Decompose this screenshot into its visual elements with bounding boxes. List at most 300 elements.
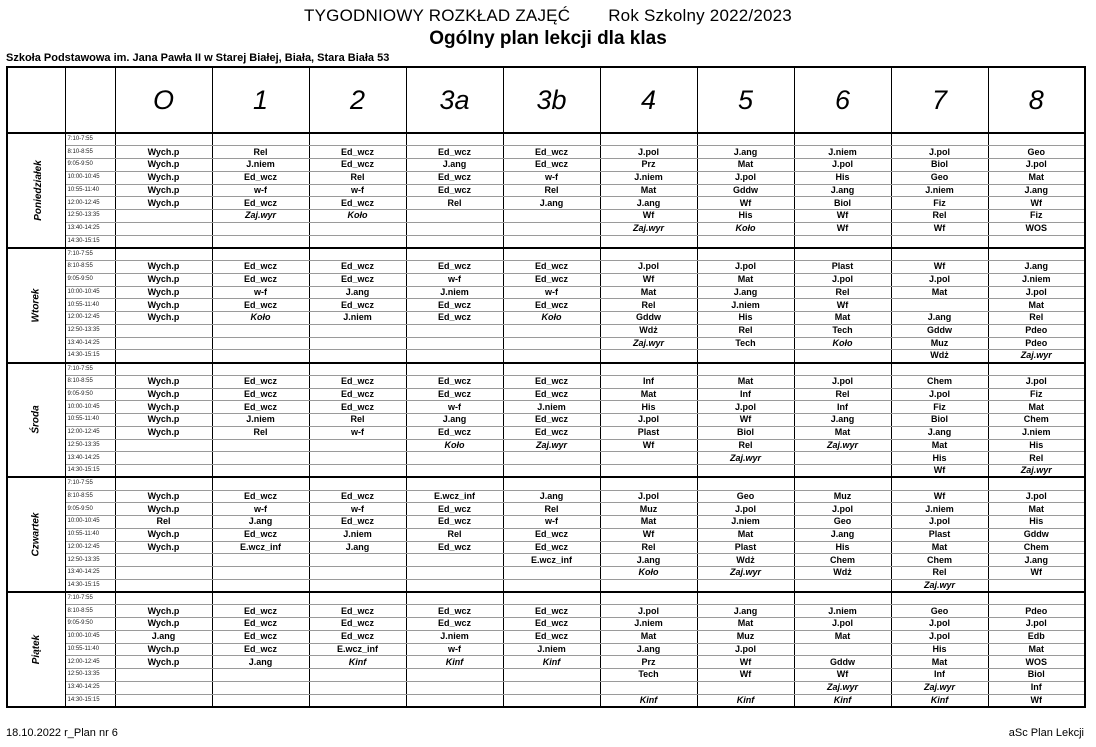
lesson-cell: J.pol <box>794 375 891 388</box>
lesson-cell: Mat <box>891 286 988 299</box>
class-header: 2 <box>309 67 406 133</box>
lesson-cell: Wych.p <box>115 605 212 618</box>
lesson-cell: Wf <box>794 299 891 312</box>
lesson-cell: Ed_wcz <box>503 541 600 554</box>
lesson-cell <box>309 567 406 580</box>
day-name: Czwartek <box>30 512 42 557</box>
lesson-row <box>7 669 1085 682</box>
class-header: 3a <box>406 67 503 133</box>
lesson-cell: J.pol <box>988 490 1085 503</box>
lesson-cell: Wf <box>891 465 988 478</box>
lesson-row <box>7 286 1085 299</box>
lesson-row <box>7 477 1085 490</box>
lesson-cell: J.pol <box>891 516 988 529</box>
lesson-cell: Ed_wcz <box>309 516 406 529</box>
lesson-cell: Ed_wcz <box>309 605 406 618</box>
lesson-cell: J.pol <box>988 286 1085 299</box>
lesson-cell: Gddw <box>794 656 891 669</box>
lesson-cell <box>600 579 697 592</box>
document-title <box>0 6 1096 26</box>
lesson-cell: Koło <box>600 567 697 580</box>
lesson-cell: J.pol <box>600 261 697 274</box>
lesson-cell: w-f <box>406 401 503 414</box>
lesson-cell: Wych.p <box>115 159 212 172</box>
lesson-cell: E.wcz_inf <box>212 541 309 554</box>
lesson-cell: J.ang <box>600 643 697 656</box>
lesson-cell <box>503 363 600 376</box>
lesson-cell: Biol <box>891 159 988 172</box>
lesson-cell <box>988 579 1085 592</box>
lesson-cell: WOS <box>988 222 1085 235</box>
lesson-cell: Zaj.wyr <box>794 439 891 452</box>
lesson-cell: Gddw <box>988 528 1085 541</box>
lesson-cell <box>406 567 503 580</box>
lesson-cell: Ed_wcz <box>503 618 600 631</box>
lesson-time: 12:00-12:45 <box>65 426 115 439</box>
lesson-cell <box>212 681 309 694</box>
lesson-cell: Rel <box>891 567 988 580</box>
class-header: 1 <box>212 67 309 133</box>
lesson-cell: Ed_wcz <box>406 375 503 388</box>
lesson-cell <box>406 579 503 592</box>
lesson-cell: Ed_wcz <box>406 299 503 312</box>
lesson-cell: J.niem <box>503 401 600 414</box>
lesson-cell: Mat <box>794 312 891 325</box>
lesson-cell: Ed_wcz <box>309 618 406 631</box>
lesson-cell: Ed_wcz <box>503 146 600 159</box>
lesson-time: 13:40-14:25 <box>65 452 115 465</box>
lesson-cell <box>794 235 891 248</box>
lesson-time: 12:50-13:35 <box>65 669 115 682</box>
lesson-cell: Ed_wcz <box>503 605 600 618</box>
lesson-row <box>7 630 1085 643</box>
lesson-cell: J.ang <box>697 286 794 299</box>
lesson-cell: Pdeo <box>988 324 1085 337</box>
lesson-cell: Kinf <box>406 656 503 669</box>
lesson-cell: J.pol <box>794 159 891 172</box>
lesson-cell: J.ang <box>988 261 1085 274</box>
lesson-cell: Ed_wcz <box>503 261 600 274</box>
lesson-cell <box>406 337 503 350</box>
lesson-cell <box>503 210 600 223</box>
lesson-cell <box>503 248 600 261</box>
lesson-cell: w-f <box>309 503 406 516</box>
lesson-cell <box>309 248 406 261</box>
lesson-cell: His <box>891 643 988 656</box>
lesson-cell: Geo <box>697 490 794 503</box>
lesson-cell: Kinf <box>600 694 697 707</box>
lesson-cell <box>115 363 212 376</box>
lesson-cell <box>503 452 600 465</box>
lesson-cell: Mat <box>891 656 988 669</box>
lesson-cell: Wf <box>988 567 1085 580</box>
lesson-cell <box>309 465 406 478</box>
lesson-cell: J.pol <box>988 375 1085 388</box>
lesson-cell: Rel <box>988 312 1085 325</box>
lesson-cell: Chem <box>891 375 988 388</box>
lesson-cell <box>406 681 503 694</box>
lesson-cell <box>115 439 212 452</box>
lesson-cell: Ed_wcz <box>212 273 309 286</box>
lesson-cell <box>115 248 212 261</box>
lesson-cell <box>891 133 988 146</box>
lesson-row <box>7 248 1085 261</box>
lesson-cell <box>891 477 988 490</box>
lesson-cell: Inf <box>697 388 794 401</box>
lesson-cell: Ed_wcz <box>503 426 600 439</box>
lesson-cell <box>212 337 309 350</box>
lesson-cell <box>212 324 309 337</box>
lesson-cell <box>794 363 891 376</box>
lesson-row <box>7 592 1085 605</box>
lesson-time: 14:30-15:15 <box>65 465 115 478</box>
school-name: Szkoła Podstawowa im. Jana Pawła II w Starej Białej, Biała, Stara Biała 53 <box>6 52 390 64</box>
lesson-cell: J.ang <box>697 605 794 618</box>
lesson-row <box>7 210 1085 223</box>
lesson-cell <box>503 350 600 363</box>
lesson-cell <box>600 465 697 478</box>
lesson-cell: Zaj.wyr <box>697 452 794 465</box>
lesson-time: 7:10-7:55 <box>65 363 115 376</box>
lesson-cell: Zaj.wyr <box>988 350 1085 363</box>
lesson-cell: Wf <box>988 694 1085 707</box>
lesson-cell: Rel <box>212 426 309 439</box>
lesson-cell: J.niem <box>891 503 988 516</box>
lesson-row <box>7 541 1085 554</box>
lesson-time: 7:10-7:55 <box>65 592 115 605</box>
lesson-cell: Biol <box>794 197 891 210</box>
lesson-cell <box>406 452 503 465</box>
lesson-cell: His <box>988 439 1085 452</box>
day-label <box>7 363 65 478</box>
lesson-cell: Rel <box>309 414 406 427</box>
lesson-time: 13:40-14:25 <box>65 222 115 235</box>
lesson-cell: Fiz <box>891 197 988 210</box>
lesson-cell: Geo <box>988 146 1085 159</box>
lesson-cell: Mat <box>794 426 891 439</box>
lesson-cell: J.pol <box>697 643 794 656</box>
lesson-cell <box>212 235 309 248</box>
lesson-cell: J.pol <box>891 388 988 401</box>
lesson-cell: Ed_wcz <box>212 197 309 210</box>
lesson-cell: Wych.p <box>115 261 212 274</box>
lesson-cell: Wych.p <box>115 490 212 503</box>
lesson-cell: Mat <box>600 516 697 529</box>
lesson-cell <box>697 681 794 694</box>
lesson-time: 9:05-9:50 <box>65 159 115 172</box>
lesson-cell: Muz <box>600 503 697 516</box>
lesson-cell <box>212 222 309 235</box>
lesson-cell: Ed_wcz <box>503 159 600 172</box>
lesson-cell: Gddw <box>600 312 697 325</box>
lesson-row <box>7 426 1085 439</box>
lesson-cell <box>503 592 600 605</box>
lesson-cell <box>891 235 988 248</box>
lesson-cell: Koło <box>406 439 503 452</box>
lesson-cell: Tech <box>697 337 794 350</box>
lesson-cell <box>503 681 600 694</box>
lesson-cell: Wych.p <box>115 643 212 656</box>
lesson-cell: Rel <box>600 541 697 554</box>
lesson-cell: Edb <box>988 630 1085 643</box>
lesson-cell: Koło <box>697 222 794 235</box>
lesson-cell <box>794 643 891 656</box>
lesson-cell: Gddw <box>891 324 988 337</box>
lesson-cell: Chem <box>891 554 988 567</box>
lesson-row <box>7 439 1085 452</box>
lesson-cell: Wf <box>697 669 794 682</box>
lesson-cell <box>115 337 212 350</box>
lesson-time: 8:10-8:55 <box>65 605 115 618</box>
lesson-cell: Chem <box>794 554 891 567</box>
lesson-cell: Wf <box>891 490 988 503</box>
lesson-cell: His <box>891 452 988 465</box>
lesson-time: 10:00-10:45 <box>65 630 115 643</box>
lesson-cell <box>115 567 212 580</box>
lesson-row <box>7 299 1085 312</box>
lesson-cell: Mat <box>697 159 794 172</box>
lesson-cell: Ed_wcz <box>309 273 406 286</box>
lesson-cell: J.pol <box>697 171 794 184</box>
lesson-row <box>7 222 1085 235</box>
lesson-cell: Wych.p <box>115 618 212 631</box>
lesson-cell: Mat <box>697 618 794 631</box>
class-header: 3b <box>503 67 600 133</box>
lesson-cell: Ed_wcz <box>309 159 406 172</box>
lesson-cell <box>115 694 212 707</box>
lesson-row <box>7 567 1085 580</box>
lesson-cell: Ed_wcz <box>309 299 406 312</box>
lesson-cell: J.niem <box>600 618 697 631</box>
lesson-cell: Koło <box>212 312 309 325</box>
lesson-cell <box>406 133 503 146</box>
lesson-cell: Prz <box>600 159 697 172</box>
lesson-cell <box>988 363 1085 376</box>
lesson-cell: Wych.p <box>115 299 212 312</box>
lesson-time: 8:10-8:55 <box>65 490 115 503</box>
lesson-cell: E.wcz_inf <box>406 490 503 503</box>
lesson-cell <box>309 579 406 592</box>
lesson-cell <box>309 222 406 235</box>
lesson-cell: Inf <box>600 375 697 388</box>
lesson-cell <box>212 350 309 363</box>
lesson-row <box>7 159 1085 172</box>
lesson-row <box>7 643 1085 656</box>
lesson-cell: Rel <box>794 286 891 299</box>
lesson-cell: Zaj.wyr <box>891 579 988 592</box>
lesson-cell <box>406 324 503 337</box>
lesson-cell: Wf <box>600 439 697 452</box>
lesson-cell <box>406 235 503 248</box>
lesson-row <box>7 618 1085 631</box>
lesson-time: 9:05-9:50 <box>65 503 115 516</box>
class-header: O <box>115 67 212 133</box>
lesson-cell: Mat <box>988 401 1085 414</box>
lesson-cell: Rel <box>115 516 212 529</box>
lesson-cell: Mat <box>600 286 697 299</box>
lesson-cell: w-f <box>309 426 406 439</box>
lesson-cell: Plast <box>794 261 891 274</box>
lesson-cell: Wf <box>697 414 794 427</box>
lesson-cell: Rel <box>794 388 891 401</box>
lesson-cell: Wych.p <box>115 528 212 541</box>
lesson-cell: J.ang <box>212 656 309 669</box>
lesson-cell: Pdeo <box>988 337 1085 350</box>
day-name: Wtorek <box>30 288 42 323</box>
lesson-cell: Wych.p <box>115 503 212 516</box>
lesson-cell: Kinf <box>891 694 988 707</box>
lesson-cell: Wdż <box>891 350 988 363</box>
lesson-cell: J.ang <box>988 184 1085 197</box>
lesson-cell <box>212 567 309 580</box>
lesson-row <box>7 324 1085 337</box>
lesson-cell: Biol <box>988 669 1085 682</box>
day-label <box>7 592 65 707</box>
lesson-time: 10:00-10:45 <box>65 401 115 414</box>
lesson-cell: Mat <box>697 375 794 388</box>
lesson-cell: Ed_wcz <box>212 643 309 656</box>
lesson-cell: J.pol <box>891 146 988 159</box>
lesson-cell: Wych.p <box>115 414 212 427</box>
lesson-row <box>7 401 1085 414</box>
lesson-cell: Rel <box>891 210 988 223</box>
lesson-cell: Ed_wcz <box>503 388 600 401</box>
lesson-cell: Ed_wcz <box>212 630 309 643</box>
lesson-cell: Geo <box>891 605 988 618</box>
lesson-cell: Wf <box>697 197 794 210</box>
day-label <box>7 477 65 592</box>
day-label <box>7 248 65 363</box>
lesson-cell: Kinf <box>794 694 891 707</box>
lesson-cell: Mat <box>697 528 794 541</box>
lesson-cell <box>115 350 212 363</box>
lesson-cell: Prz <box>600 656 697 669</box>
lesson-cell: Mat <box>891 439 988 452</box>
lesson-cell: Wf <box>988 197 1085 210</box>
lesson-cell <box>891 248 988 261</box>
schedule-title: TYGODNIOWY ROZKŁAD ZAJĘĆ <box>304 6 571 25</box>
corner-cell-time <box>65 67 115 133</box>
lesson-cell <box>600 681 697 694</box>
lesson-cell: Ed_wcz <box>309 630 406 643</box>
lesson-cell <box>309 324 406 337</box>
lesson-cell: Rel <box>697 324 794 337</box>
lesson-cell <box>503 133 600 146</box>
lesson-cell: Kinf <box>697 694 794 707</box>
lesson-cell: Rel <box>697 439 794 452</box>
lesson-cell: J.ang <box>988 554 1085 567</box>
lesson-cell <box>309 452 406 465</box>
lesson-cell: Wf <box>794 222 891 235</box>
lesson-cell <box>212 452 309 465</box>
lesson-row <box>7 452 1085 465</box>
lesson-cell <box>697 235 794 248</box>
lesson-cell: Wych.p <box>115 388 212 401</box>
school-year: Rok Szkolny 2022/2023 <box>608 6 792 25</box>
lesson-cell: w-f <box>406 643 503 656</box>
lesson-cell <box>115 681 212 694</box>
lesson-cell <box>309 477 406 490</box>
lesson-cell: Wych.p <box>115 312 212 325</box>
lesson-cell <box>697 477 794 490</box>
lesson-cell <box>115 210 212 223</box>
lesson-cell: Zaj.wyr <box>600 337 697 350</box>
lesson-cell <box>406 669 503 682</box>
class-header: 5 <box>697 67 794 133</box>
lesson-cell <box>115 452 212 465</box>
lesson-cell: w-f <box>503 171 600 184</box>
lesson-cell: J.pol <box>600 490 697 503</box>
lesson-row <box>7 528 1085 541</box>
lesson-cell: J.niem <box>212 159 309 172</box>
lesson-cell <box>406 363 503 376</box>
lesson-cell <box>600 133 697 146</box>
lesson-row <box>7 605 1085 618</box>
lesson-cell: Koło <box>503 312 600 325</box>
lesson-time: 13:40-14:25 <box>65 337 115 350</box>
lesson-cell: Ed_wcz <box>406 516 503 529</box>
lesson-cell: Mat <box>988 299 1085 312</box>
lesson-cell <box>503 669 600 682</box>
lesson-cell <box>503 235 600 248</box>
lesson-time: 13:40-14:25 <box>65 681 115 694</box>
lesson-cell <box>212 465 309 478</box>
lesson-cell: Ed_wcz <box>406 388 503 401</box>
lesson-cell <box>406 248 503 261</box>
lesson-cell: Rel <box>406 197 503 210</box>
lesson-cell: J.niem <box>503 643 600 656</box>
lesson-cell: Ed_wcz <box>503 273 600 286</box>
lesson-cell: J.niem <box>406 286 503 299</box>
lesson-cell: Muz <box>891 337 988 350</box>
lesson-cell <box>697 350 794 363</box>
lesson-cell: Wych.p <box>115 541 212 554</box>
class-header: 6 <box>794 67 891 133</box>
lesson-time: 10:55-11:40 <box>65 528 115 541</box>
lesson-cell: Ed_wcz <box>406 184 503 197</box>
lesson-cell: Zaj.wyr <box>891 681 988 694</box>
lesson-time: 9:05-9:50 <box>65 273 115 286</box>
lesson-cell <box>697 465 794 478</box>
lesson-cell <box>212 248 309 261</box>
lesson-cell: Ed_wcz <box>406 426 503 439</box>
lesson-cell <box>115 465 212 478</box>
lesson-row <box>7 184 1085 197</box>
lesson-cell: Pdeo <box>988 605 1085 618</box>
lesson-cell: J.pol <box>600 605 697 618</box>
lesson-cell: Wdż <box>600 324 697 337</box>
lesson-cell: Ed_wcz <box>406 146 503 159</box>
lesson-cell: Fiz <box>891 401 988 414</box>
lesson-cell: Ed_wcz <box>212 171 309 184</box>
lesson-cell: J.niem <box>988 426 1085 439</box>
lesson-cell: Zaj.wyr <box>794 681 891 694</box>
lesson-cell <box>503 337 600 350</box>
lesson-cell: J.pol <box>988 618 1085 631</box>
lesson-cell: J.ang <box>794 528 891 541</box>
timetable <box>6 66 1086 708</box>
lesson-cell <box>406 694 503 707</box>
lesson-cell: J.ang <box>794 184 891 197</box>
lesson-cell: His <box>794 171 891 184</box>
lesson-cell: His <box>697 210 794 223</box>
lesson-cell: Wf <box>794 210 891 223</box>
lesson-row <box>7 197 1085 210</box>
lesson-cell: Ed_wcz <box>406 261 503 274</box>
lesson-cell: Gddw <box>697 184 794 197</box>
lesson-time: 10:00-10:45 <box>65 171 115 184</box>
lesson-cell: Kinf <box>503 656 600 669</box>
